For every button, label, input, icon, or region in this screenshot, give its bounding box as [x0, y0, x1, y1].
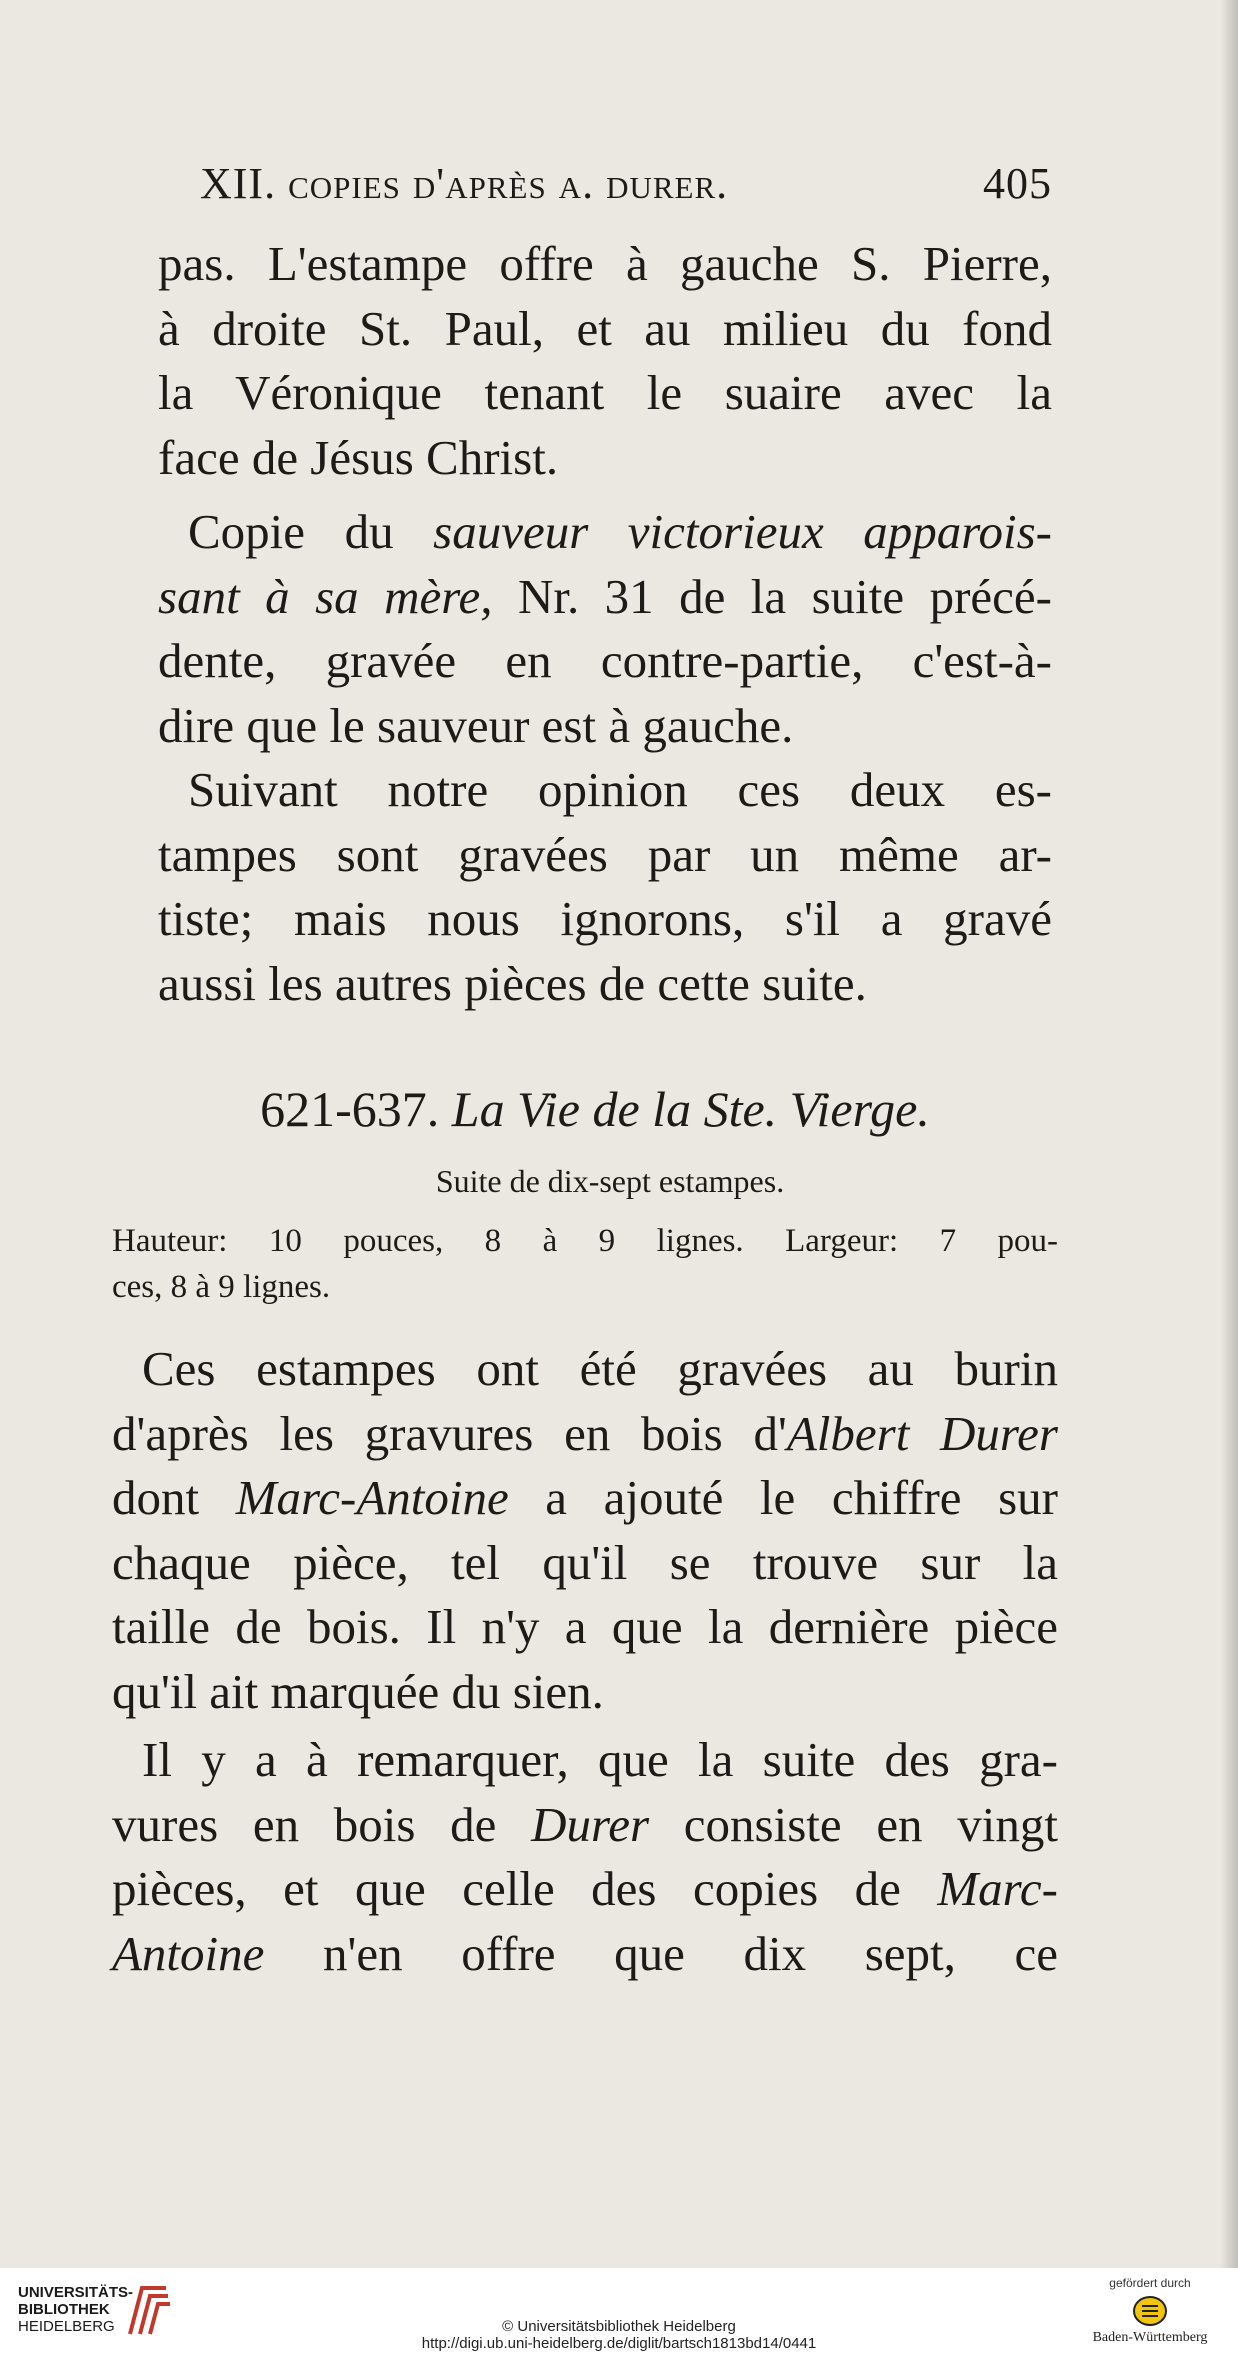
italic-title: sauveur victorieux apparois-: [433, 504, 1052, 559]
dimensions-block: [112, 1218, 1058, 1310]
text-line: [112, 1793, 1058, 1858]
text-line: dente, gravée en contre-partie, c'est-à-: [158, 633, 1052, 688]
text-line: face de Jésus Christ.: [158, 429, 559, 485]
running-header: [200, 158, 1052, 209]
italic-title: sant à sa mère,: [158, 568, 493, 624]
text-line: chaque pièce, tel qu'il se trouve sur la: [112, 1534, 1058, 1590]
text-line: [112, 1857, 1058, 1922]
italic-name: Antoine: [112, 1925, 265, 1981]
text-line: Il y a à remarquer, que la suite des gra-: [142, 1732, 1058, 1787]
text-line: la Véronique tenant le suaire avec la: [158, 365, 1052, 420]
text-line: taille de bois. Il n'y a que la dernière pièce: [112, 1599, 1058, 1654]
text-line: [158, 500, 1052, 565]
text-run: Copie du: [188, 504, 434, 559]
text-run: consiste en vingt: [649, 1796, 1058, 1852]
text-line: pas. L'estampe offre à gauche S. Pierre,: [158, 236, 1052, 291]
source-url[interactable]: http://digi.ub.uni-heidelberg.de/diglit/bartsch1813bd14/0441: [421, 2335, 817, 2352]
paragraph-5: [112, 1728, 1058, 1986]
text-line: aussi les autres pièces de cette suite.: [158, 955, 867, 1011]
italic-name: Marc-: [937, 1861, 1058, 1916]
text-run: a ajouté le chiffre sur: [508, 1470, 1058, 1525]
text-run: pièces, et que celle des copies de: [112, 1861, 938, 1916]
text-line: Suivant notre opinion ces deux es-: [188, 762, 1052, 817]
text-line: tiste; mais nous ignorons, s'il a gravé: [158, 891, 1052, 946]
italic-name: Albert Durer: [786, 1405, 1059, 1461]
text-line: tampes sont gravées par un même ar-: [158, 826, 1052, 882]
text-line: à droite St. Paul, et au milieu du fond: [158, 300, 1052, 356]
section-heading: [185, 1080, 1005, 1138]
text-line: Ces estampes ont été gravées au burin: [142, 1341, 1058, 1396]
text-line: [112, 1922, 1058, 1987]
copyright-block: [0, 2318, 1238, 2352]
section-number: 621-637.: [260, 1081, 440, 1137]
text-run: dont: [112, 1470, 236, 1525]
paragraph-2: [158, 500, 1052, 758]
text-line: [112, 1466, 1058, 1531]
page-number: 405: [983, 159, 1052, 208]
paragraph-1: [158, 232, 1052, 490]
text-line: Hauteur: 10 pouces, 8 à 9 lignes. Largeur: 7 pou-: [112, 1223, 1058, 1259]
text-run: d'après les gravures en bois d': [112, 1405, 787, 1461]
section-subtitle: Suite de dix-sept estampes.: [435, 1163, 785, 1199]
coat-of-arms-icon: [1133, 2296, 1167, 2326]
text-line: qu'il ait marquée du sien.: [112, 1663, 604, 1719]
logo-line: BIBLIOTHEK: [18, 2301, 110, 2318]
italic-name: Durer: [531, 1796, 650, 1852]
funder-name: Baden-Württemberg: [1092, 2330, 1208, 2345]
header-title: XII. copies d'après a. durer.: [200, 159, 729, 208]
text-line: [112, 1402, 1058, 1467]
section-title: La Vie de la Ste. Vierge.: [451, 1081, 930, 1137]
italic-name: Marc-Antoine: [235, 1470, 509, 1525]
funded-by-label: gefördert durch: [1109, 2276, 1191, 2290]
text-line: dire que le sauveur est à gauche.: [158, 697, 794, 753]
copyright-text: © Universitätsbibliothek Heidelberg: [502, 2318, 736, 2335]
logo-line: UNIVERSITÄTS-: [18, 2284, 134, 2301]
paragraph-3: [158, 758, 1052, 1016]
library-footer: [0, 2268, 1238, 2356]
paragraph-4: [112, 1337, 1058, 1724]
text-line: [158, 565, 1052, 630]
text-run: n'en offre que dix sept, ce: [264, 1925, 1058, 1981]
funding-block: [1080, 2276, 1220, 2346]
logo-line: HEIDELBERG: [18, 2318, 115, 2335]
text-line: ces, 8 à 9 lignes.: [112, 1269, 331, 1305]
text-run: Nr. 31 de la suite précé-: [492, 568, 1052, 624]
text-run: vures en bois de: [112, 1796, 532, 1852]
